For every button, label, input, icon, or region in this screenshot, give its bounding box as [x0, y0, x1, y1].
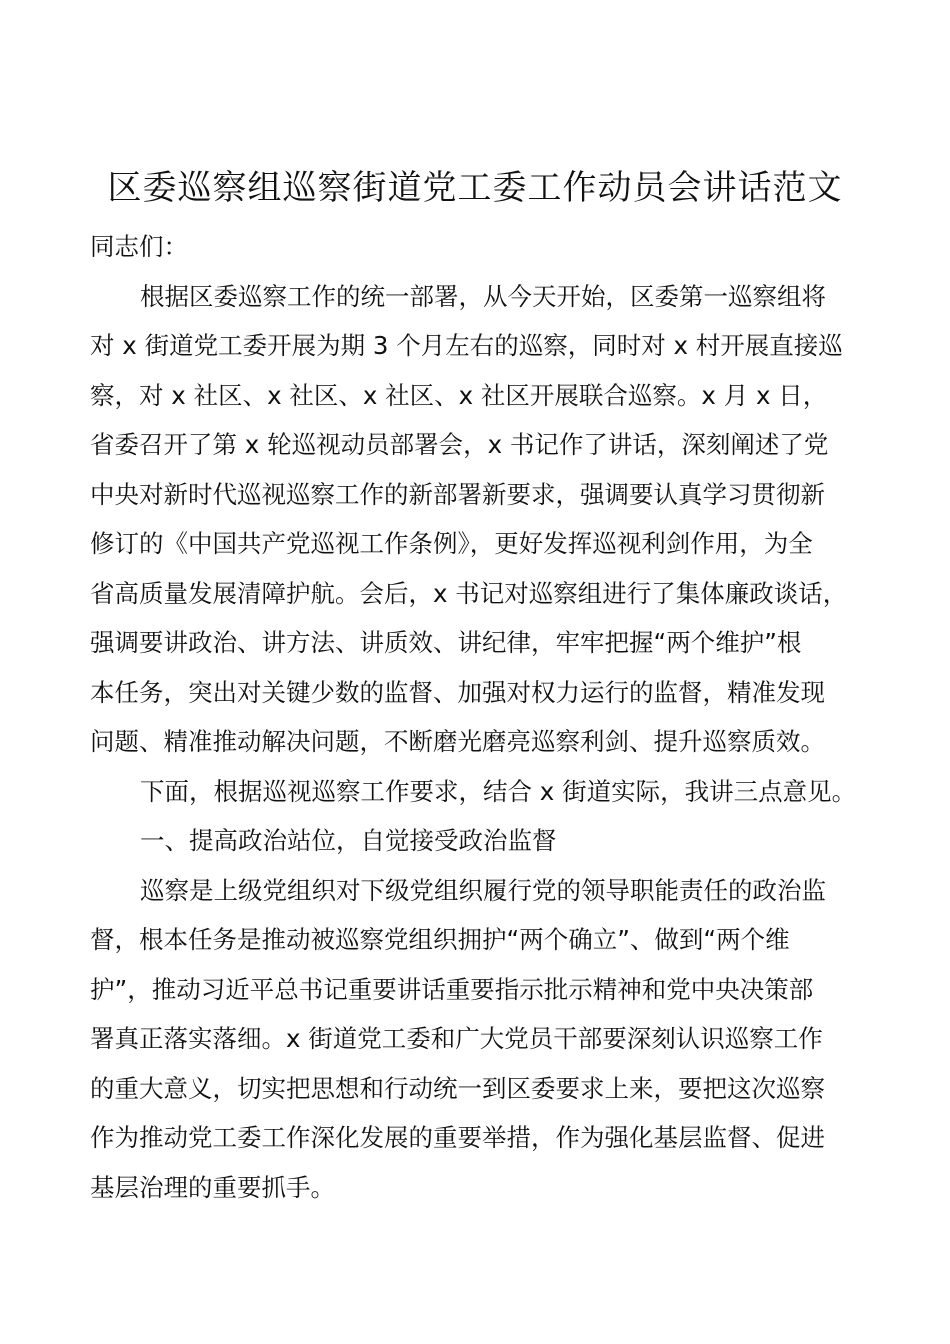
text-line: 巡察是上级党组织对下级党组织履行党的领导职能责任的政治监	[140, 875, 826, 905]
text-line: 根据区委巡察工作的统一部署，从今天开始，区委第一巡察组将	[140, 281, 826, 311]
section-heading: 一、提高政治站位，自觉接受政治监督	[140, 826, 557, 855]
text-line: 中央对新时代巡视巡察工作的新部署新要求，强调要认真学习贯彻新	[90, 479, 825, 509]
text-line: 省高质量发展清障护航。会后，x 书记对巡察组进行了集体廉政谈话，	[90, 578, 848, 608]
text-line: 护”，推动习近平总书记重要讲话重要指示批示精神和党中央决策部	[90, 974, 814, 1004]
text-line: 察，对 x 社区、x 社区、x 社区、x 社区开展联合巡察。x 月 x 日，	[90, 380, 828, 410]
paragraph-1	[90, 272, 870, 767]
text-line: 省委召开了第 x 轮巡视动员部署会，x 书记作了讲话，深刻阐述了党	[90, 430, 829, 459]
document-body	[90, 222, 870, 1212]
document-title: 区委巡察组巡察街道党工委工作动员会讲话范文	[107, 168, 843, 208]
text-line: 本任务，突出对关键少数的监督、加强对权力运行的监督，精准发现	[90, 677, 825, 707]
text-line: 的重大意义，切实把思想和行动统一到区委要求上来，要把这次巡察	[90, 1073, 825, 1103]
paragraph-3	[90, 866, 870, 1213]
text-line: 修订的《中国共产党巡视工作条例》，更好发挥巡视利剑作用，为全	[90, 529, 813, 558]
text-line: 督，根本任务是推动被巡察党组织拥护“两个确立”、做到“两个维	[90, 925, 790, 954]
text-line: 对 x 街道党工委开展为期 3 个月左右的巡察，同时对 x 村开展直接巡	[90, 331, 843, 360]
paragraph-2: 下面，根据巡视巡察工作要求，结合 x 街道实际，我讲三点意见。	[140, 776, 857, 806]
text-line: 问题、精准推动解决问题，不断磨光磨亮巡察利剑、提升巡察质效。	[90, 727, 825, 756]
text-line: 作为推动党工委工作深化发展的重要举措，作为强化基层监督、促进	[90, 1123, 825, 1152]
text-line: 署真正落实落细。x 街道党工委和广大党员干部要深刻认识巡察工作	[90, 1024, 823, 1053]
text-line: 强调要讲政治、讲方法、讲质效、讲纪律，牢牢把握“两个维护”根	[90, 628, 802, 657]
salutation: 同志们：	[90, 232, 188, 261]
text-line: 基层治理的重要抓手。	[90, 1172, 335, 1202]
